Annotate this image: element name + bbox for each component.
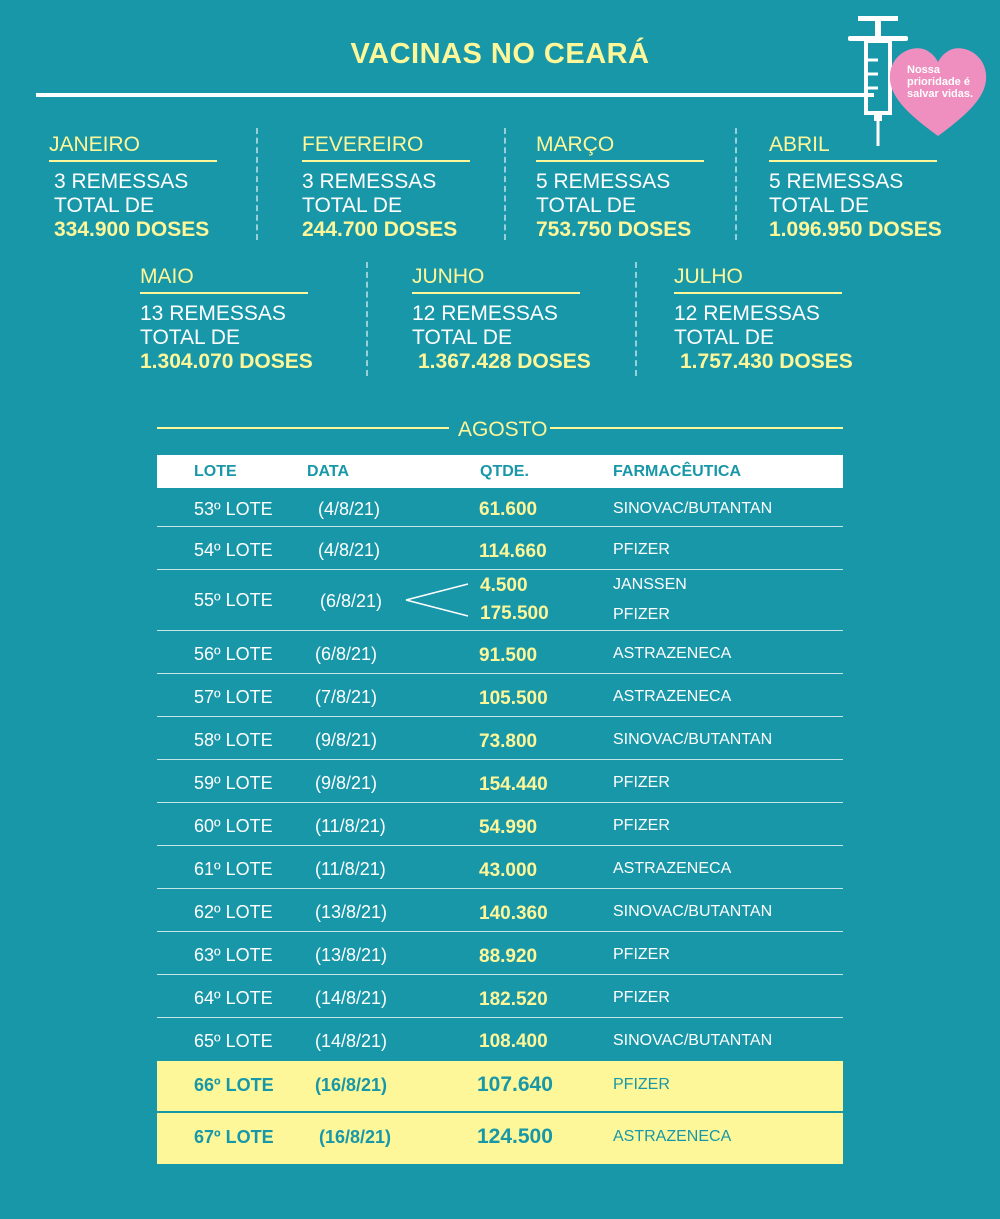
- month-doses: 1.096.950 DOSES: [769, 217, 942, 241]
- month-shipments: 12 REMESSAS: [674, 301, 820, 325]
- month-card-maio: [140, 265, 313, 374]
- table-row: [157, 488, 843, 527]
- table-row: [157, 760, 843, 803]
- month-underline: [674, 292, 842, 294]
- row-pharma: PFIZER: [613, 1076, 670, 1093]
- month-underline: [769, 160, 937, 162]
- row-date: (16/8/21): [315, 1075, 388, 1095]
- row-qty: 4.500: [480, 575, 528, 596]
- row-lot: 58º LOTE: [194, 730, 273, 750]
- row-qty: 108.400: [479, 1031, 548, 1052]
- month-underline: [412, 292, 580, 294]
- month-total-label: TOTAL DE: [302, 193, 402, 217]
- title-divider: [36, 93, 874, 97]
- agosto-rule-right: [550, 427, 843, 429]
- row-pharma: SINOVAC/BUTANTAN: [613, 903, 773, 920]
- row-qty: 91.500: [479, 645, 538, 666]
- row-qty: 114.660: [479, 541, 547, 562]
- month-card-janeiro: [49, 133, 217, 242]
- month-total-label: TOTAL DE: [140, 325, 240, 349]
- month-divider: [504, 128, 506, 240]
- row-pharma: PFIZER: [613, 541, 670, 558]
- month-total-label: TOTAL DE: [412, 325, 512, 349]
- table-row: [157, 631, 843, 674]
- row-lot: 65º LOTE: [194, 1031, 273, 1051]
- row-date: (11/8/21): [315, 816, 386, 836]
- month-card-marco: [536, 133, 704, 242]
- row-pharma: SINOVAC/BUTANTAN: [613, 500, 773, 517]
- table-row: [157, 527, 843, 570]
- month-total-label: TOTAL DE: [536, 193, 636, 217]
- header-lot: LOTE: [194, 463, 237, 480]
- row-qty: 88.920: [479, 946, 538, 967]
- row-pharma: SINOVAC/BUTANTAN: [613, 1032, 773, 1049]
- month-shipments: 13 REMESSAS: [140, 301, 286, 325]
- row-pharma: JANSSEN: [613, 576, 687, 593]
- month-doses: 1.304.070 DOSES: [140, 349, 313, 373]
- month-total-label: TOTAL DE: [769, 193, 869, 217]
- row-pharma: ASTRAZENECA: [613, 645, 732, 662]
- row-lot: 63º LOTE: [194, 945, 273, 965]
- table-row-highlighted: [157, 1061, 843, 1111]
- month-shipments: 5 REMESSAS: [769, 169, 904, 193]
- row-pharma: SINOVAC/BUTANTAN: [613, 731, 773, 748]
- month-card-fevereiro: [302, 133, 470, 242]
- header-qty: QTDE.: [480, 463, 529, 480]
- month-shipments: 5 REMESSAS: [536, 169, 671, 193]
- row-pharma: ASTRAZENECA: [613, 1128, 732, 1145]
- month-doses: 753.750 DOSES: [536, 217, 692, 241]
- month-doses: 1.367.428 DOSES: [418, 349, 591, 373]
- table-row: [157, 803, 843, 846]
- row-lot: 62º LOTE: [194, 902, 273, 922]
- month-card-julho: [674, 265, 853, 374]
- row-date: (6/8/21): [320, 591, 383, 611]
- month-shipments: 3 REMESSAS: [302, 169, 437, 193]
- table-row: [157, 846, 843, 889]
- month-underline: [536, 160, 704, 162]
- month-doses: 334.900 DOSES: [54, 217, 210, 241]
- month-divider: [735, 128, 737, 240]
- row-date: (14/8/21): [315, 1031, 388, 1051]
- row-date: (16/8/21): [319, 1127, 392, 1147]
- table-row: [157, 1018, 843, 1060]
- row-date: (11/8/21): [315, 859, 386, 879]
- month-divider: [366, 262, 368, 376]
- row-lot: 61º LOTE: [194, 859, 273, 879]
- month-doses: 1.757.430 DOSES: [680, 349, 853, 373]
- row-qty: 107.640: [477, 1073, 553, 1096]
- month-doses: 244.700 DOSES: [302, 217, 458, 241]
- row-date: (7/8/21): [315, 687, 378, 707]
- table-row-highlighted: [157, 1113, 843, 1164]
- row-qty: 73.800: [479, 731, 538, 752]
- row-date: (9/8/21): [315, 773, 378, 793]
- row-date: (9/8/21): [315, 730, 378, 750]
- row-date: (4/8/21): [318, 540, 381, 560]
- header-pharma: FARMACÊUTICA: [613, 463, 741, 480]
- row-qty: 154.440: [479, 774, 548, 795]
- agosto-heading: AGOSTO: [458, 418, 548, 441]
- row-pharma: ASTRAZENECA: [613, 860, 732, 877]
- row-qty: 124.500: [477, 1125, 553, 1148]
- row-lot: 57º LOTE: [194, 687, 273, 707]
- row-pharma: PFIZER: [613, 774, 670, 791]
- row-date: (14/8/21): [315, 988, 388, 1008]
- month-name: FEVEREIRO: [302, 133, 424, 156]
- row-date: (6/8/21): [315, 644, 378, 664]
- month-name: ABRIL: [769, 133, 830, 156]
- row-pharma-secondary: PFIZER: [613, 606, 670, 623]
- month-underline: [49, 160, 217, 162]
- month-divider: [256, 128, 258, 240]
- row-date: (13/8/21): [315, 945, 388, 965]
- row-qty: 61.600: [479, 499, 538, 520]
- month-shipments: 12 REMESSAS: [412, 301, 558, 325]
- row-qty: 140.360: [479, 903, 548, 924]
- row-lot: 53º LOTE: [194, 499, 273, 519]
- row-lot: 55º LOTE: [194, 590, 273, 610]
- month-name: JULHO: [674, 265, 743, 288]
- month-name: MARÇO: [536, 133, 615, 156]
- row-qty: 43.000: [479, 860, 538, 881]
- month-card-abril: [769, 133, 942, 242]
- page-title: VACINAS NO CEARÁ: [350, 38, 650, 70]
- row-lot: 64º LOTE: [194, 988, 273, 1008]
- month-name: JUNHO: [412, 265, 485, 288]
- row-lot: 60º LOTE: [194, 816, 273, 836]
- month-divider: [635, 262, 637, 376]
- agosto-rule-left: [157, 427, 449, 429]
- month-underline: [140, 292, 308, 294]
- month-underline: [302, 160, 470, 162]
- table-row: [157, 570, 843, 631]
- row-lot: 54º LOTE: [194, 540, 273, 560]
- row-pharma: PFIZER: [613, 817, 670, 834]
- table-row: [157, 674, 843, 717]
- row-pharma: ASTRAZENECA: [613, 688, 732, 705]
- row-lot: 59º LOTE: [194, 773, 273, 793]
- table-row: [157, 975, 843, 1018]
- table-header: [157, 455, 843, 488]
- header-date: DATA: [307, 463, 350, 480]
- month-total-label: TOTAL DE: [674, 325, 774, 349]
- priority-badge-text: Nossa prioridade é salvar vidas.: [907, 64, 974, 100]
- row-qty-secondary: 175.500: [480, 603, 549, 624]
- row-date: (13/8/21): [315, 902, 388, 922]
- row-lot: 67º LOTE: [194, 1127, 274, 1147]
- row-date: (4/8/21): [318, 499, 381, 519]
- table-row: [157, 717, 843, 760]
- month-name: MAIO: [140, 265, 194, 288]
- row-pharma: PFIZER: [613, 989, 670, 1006]
- row-qty: 54.990: [479, 817, 538, 838]
- table-row: [157, 889, 843, 932]
- row-qty: 105.500: [479, 688, 548, 709]
- row-lot: 56º LOTE: [194, 644, 273, 664]
- table-row: [157, 932, 843, 975]
- month-shipments: 3 REMESSAS: [54, 169, 189, 193]
- month-total-label: TOTAL DE: [54, 193, 154, 217]
- month-name: JANEIRO: [49, 133, 141, 156]
- row-lot: 66º LOTE: [194, 1075, 274, 1095]
- row-qty: 182.520: [479, 989, 548, 1010]
- row-pharma: PFIZER: [613, 946, 670, 963]
- month-card-junho: [412, 265, 591, 374]
- split-arrow-icon: [404, 580, 474, 620]
